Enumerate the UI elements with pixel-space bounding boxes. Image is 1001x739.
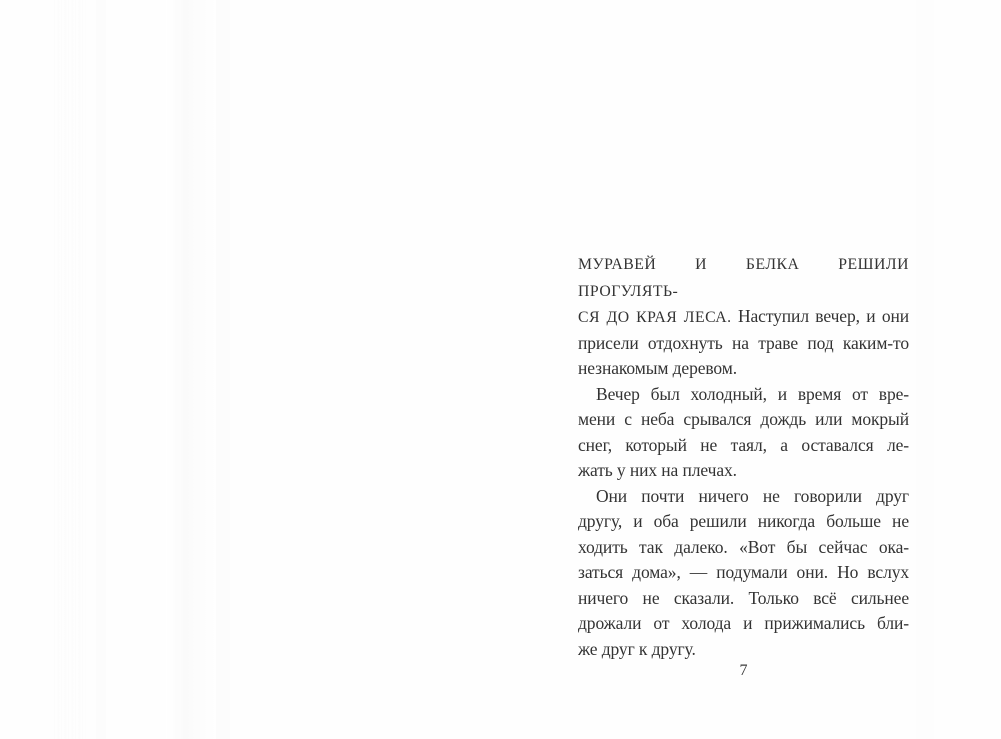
text-line [578,382,909,408]
line-text: Наступил вечер, и они [731,306,910,326]
line-text: дрожали от холода и прижимались бли- [578,613,909,633]
text-line [578,433,909,459]
story-text [578,251,909,662]
line-text: заться дома», — подумали они. Но вслух [578,562,909,582]
line-text: же друг к другу. [578,638,696,659]
scan-streak [166,0,216,739]
lead-in-caps: МУРАВЕЙ И БЕЛКА РЕШИЛИ ПРОГУЛЯТЬ- [578,256,909,300]
scan-streak [216,0,230,739]
text-line [578,331,909,357]
line-text: снег, который не таял, а оставался ле- [578,434,909,455]
text-line [578,251,909,304]
text-line [578,484,909,510]
line-text: Они почти ничего не говорили друг [596,485,909,506]
lead-in-caps: СЯ ДО КРАЯ ЛЕСА. [578,309,732,326]
text-line [578,611,909,637]
line-text: мени с неба срывался дождь или мокрый [578,409,909,429]
text-line [578,535,909,561]
text-line [578,304,909,331]
scan-streak [96,0,106,739]
text-line [578,407,909,433]
text-line [578,356,909,382]
page-number: 7 [739,662,748,679]
line-text: Вечер был холодный, и время от вре- [596,383,909,404]
line-text: незнакомым деревом. [578,358,738,378]
text-line [578,458,909,484]
line-text: другу, и оба решили никогда больше не [578,511,909,531]
scan-streak [916,0,934,739]
text-line [578,560,909,586]
line-text: ходить так далеко. «Вот бы сейчас ока- [578,536,909,557]
line-text: жать у них на плечах. [578,460,737,480]
text-line [578,509,909,535]
scan-streak [54,0,86,739]
line-text: присели отдохнуть на траве под каким-то [578,332,909,353]
text-line [578,586,909,612]
text-line [578,637,909,663]
line-text: ничего не сказали. Только всё сильнее [578,587,909,608]
